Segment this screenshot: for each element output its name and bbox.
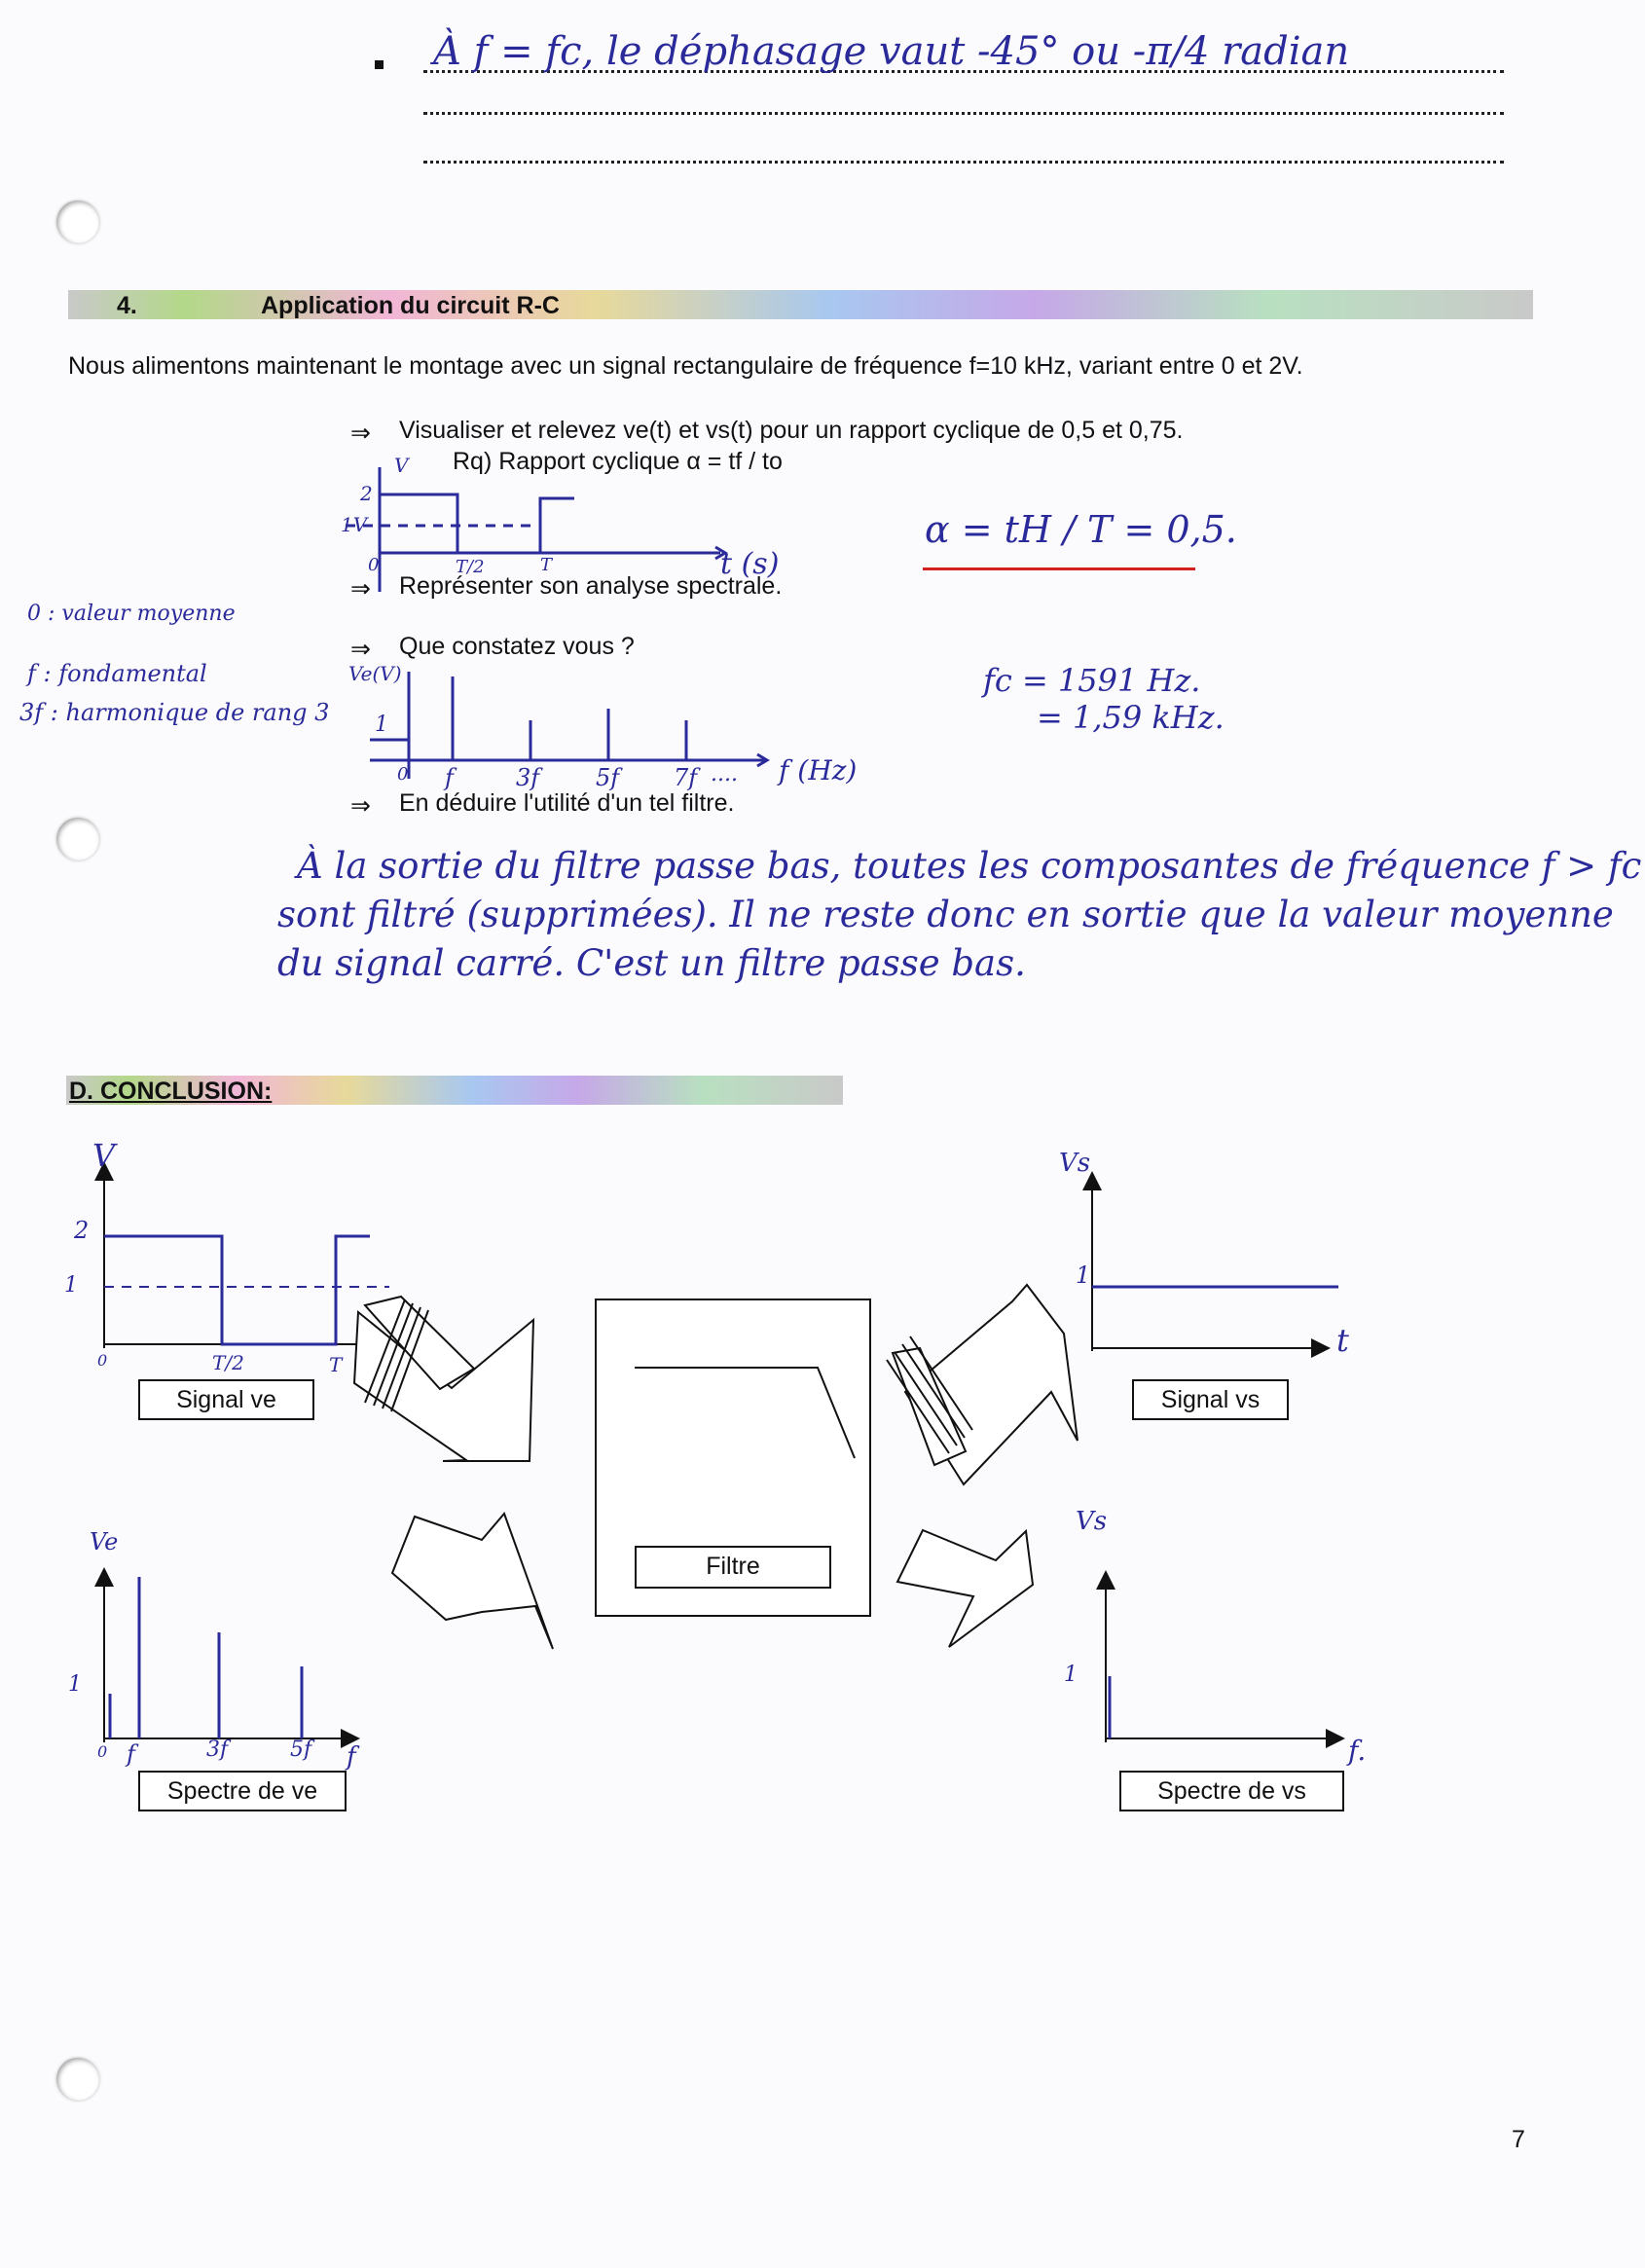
vs-axis-label: Vs [1059,1149,1091,1178]
answer-line-1: À la sortie du filtre passe bas, toutes les composantes de fréquence f > fc [297,845,1642,887]
ve-period: T [329,1353,343,1376]
spectrum1-tick-3f: 3f [516,764,540,791]
sketch1-y-top: V [394,454,409,477]
vs-time-label: t [1336,1322,1349,1359]
sketch1-y1: 1V [341,513,368,536]
sve-axis-label: Ve [90,1528,119,1555]
bullet-text-4: En déduire l'utilité d'un tel filtre. [399,789,735,817]
sketch1-x-half: T/2 [456,557,485,577]
spectrum1-tick-5f: 5f [596,764,620,791]
spectrum1-tick-7f: 7f [674,764,698,791]
spectre-ve-label: Spectre de ve [138,1771,347,1811]
bullet-text-2: Représenter son analyse spectrale. [399,572,783,600]
signal-ve-label: Signal ve [138,1379,314,1420]
spectrum1-y1: 1 [375,713,388,737]
ve-level-1: 1 [64,1273,78,1298]
answer-line-3: du signal carré. C'est un filtre passe bas. [277,942,1026,984]
page-number: 7 [1512,2126,1525,2153]
ve-origin: 0 [97,1351,108,1370]
margin-note-harmonic: 3f : harmonique de rang 3 [19,699,330,726]
signal-vs-label: Signal vs [1132,1379,1289,1420]
fc-note-line2: = 1,59 kHz. [1037,699,1225,736]
alpha-formula: α = tH / T = 0,5. [925,508,1237,551]
bullet-text-3: Que constatez vous ? [399,633,635,660]
spectrum1-origin: 0 [397,764,409,785]
svs-level-1: 1 [1064,1663,1078,1687]
sve-level-1: 1 [68,1672,82,1697]
margin-note-mean: 0 : valeur moyenne [27,602,236,626]
filtre-label: Filtre [635,1546,831,1589]
sve-tick-3f: 3f [206,1738,229,1762]
spectrum1-y-label: Ve(V) [348,662,402,685]
ve-axis-label: V [92,1137,116,1174]
spectrum1-tick-dots: .... [711,762,738,786]
bullet-arrow-2: ⇒ [350,575,371,603]
margin-note-fundamental: f : fondamental [27,660,207,687]
spectrum1-x-label: f (Hz) [779,754,858,786]
ve-level-2: 2 [74,1217,90,1244]
sketch1-origin: 0 [368,555,380,575]
sketch1-x-label: t (s) [720,547,780,581]
conclusion-title: D. CONCLUSION: [69,1078,273,1105]
bullet-arrow-3: ⇒ [350,636,371,663]
spectrum1-tick-f: f [445,764,454,791]
spectre-vs-label: Spectre de vs [1119,1771,1344,1811]
ve-half-period: T/2 [212,1351,244,1374]
sve-tick-5f: 5f [290,1738,312,1762]
sketch1-x-T: T [540,555,553,575]
remark-duty-cycle: Rq) Rapport cyclique α = tf / to [453,448,783,475]
handwritten-phase-answer: À f = fc, le déphasage vaut -45° ou -π/4 radian [433,29,1350,74]
section-4-title: Application du circuit R-C [261,292,560,319]
section-4-intro: Nous alimentons maintenant le montage avec un signal rectangulaire de fréquence f=10 kHz, variant entre 0 et 2V. [68,352,1303,380]
svs-x-label: f. [1348,1735,1367,1767]
bullet-arrow-4: ⇒ [350,792,371,820]
sve-origin: 0 [97,1742,108,1761]
section-4-number: 4. [117,292,137,319]
bullet-arrow-1: ⇒ [350,420,371,447]
sve-tick-f: f [127,1740,135,1768]
answer-line-2: sont filtré (supprimées). Il ne reste donc en sortie que la valeur moyenne [277,894,1614,935]
bullet-text-1: Visualiser et relevez ve(t) et vs(t) pour un rapport cyclique de 0,5 et 0,75. [399,417,1184,444]
sketch1-y2: 2 [360,482,373,505]
svs-axis-label: Vs [1076,1507,1108,1536]
fc-note-line1: fc = 1591 Hz. [983,662,1201,699]
vs-level-1: 1 [1076,1262,1091,1289]
sve-x-label: f [347,1742,356,1772]
